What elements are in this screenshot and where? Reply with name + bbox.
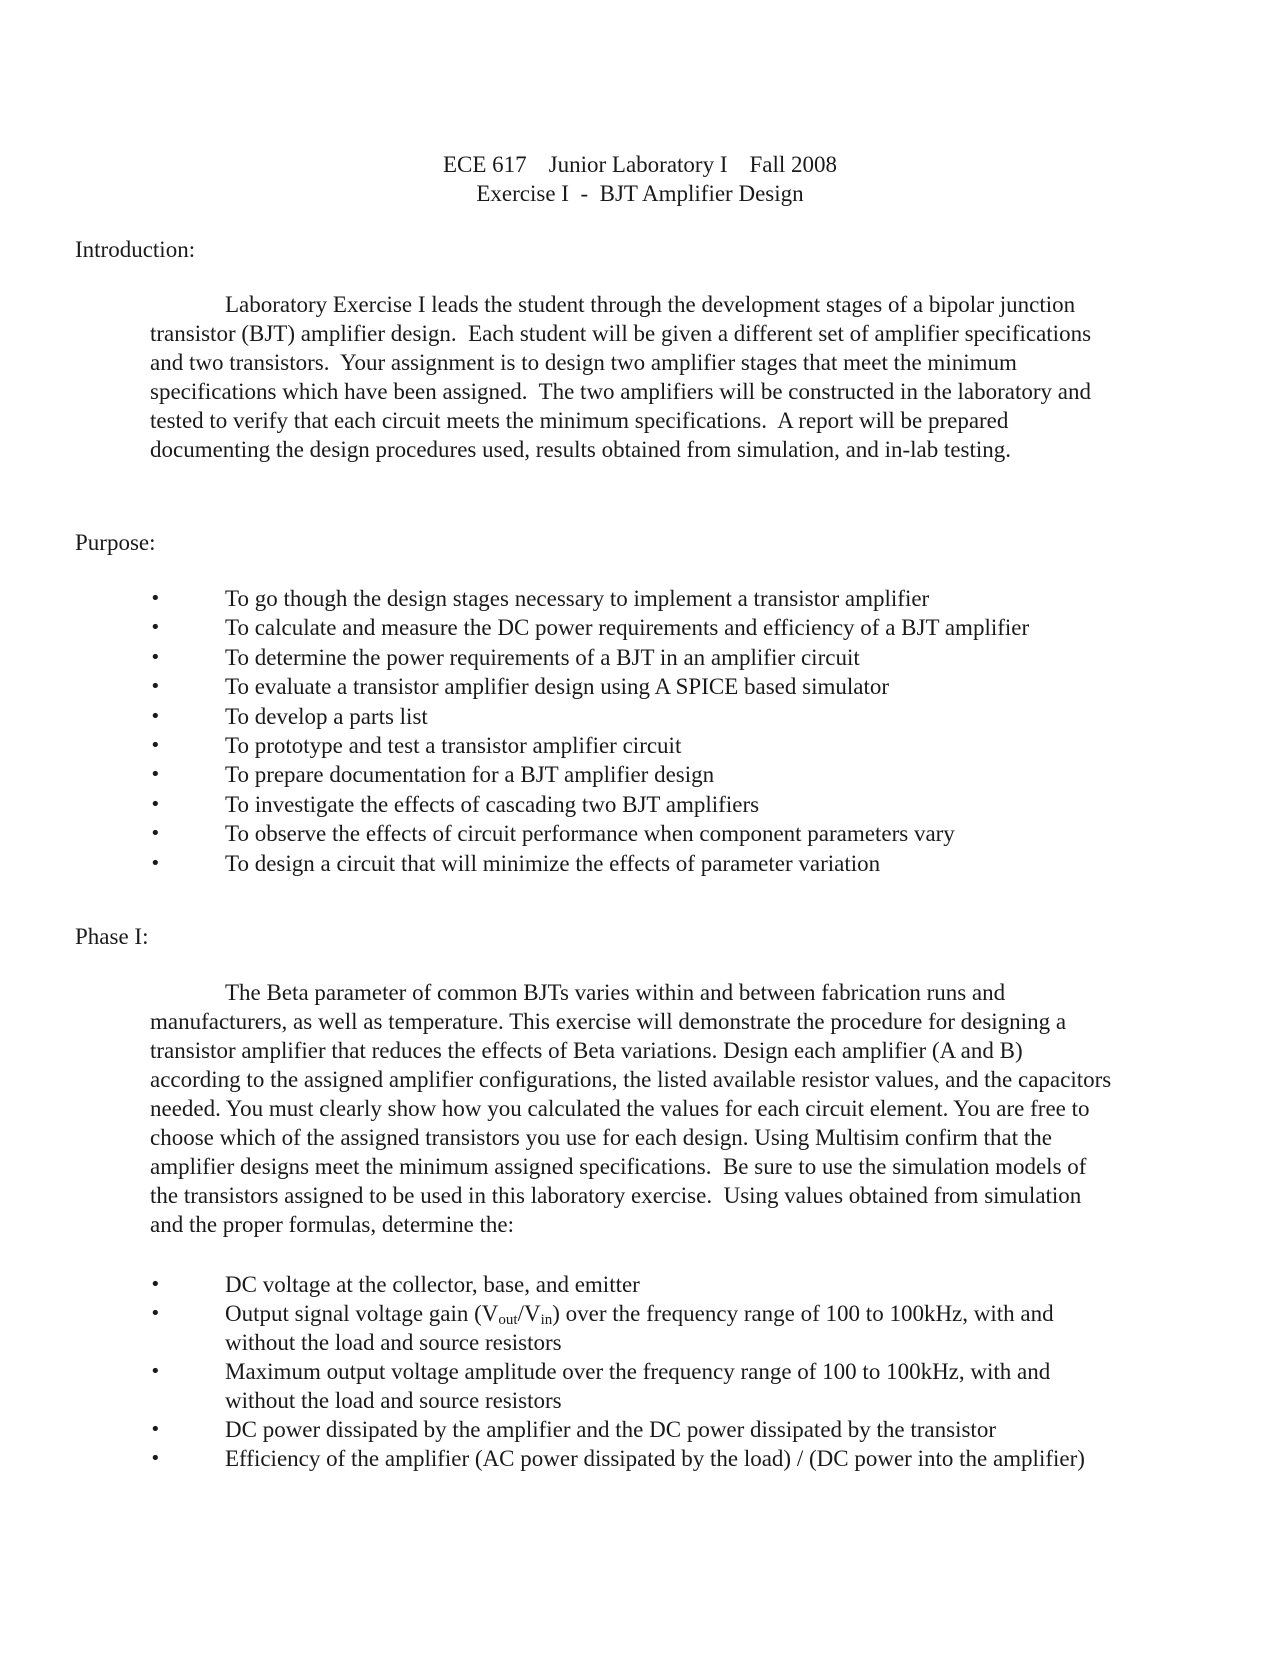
bullet-icon: • — [150, 1361, 161, 1382]
header-line-1 — [0, 150, 1280, 179]
paragraph-line: tested to verify that each circuit meets the minimum specifications. A report will be prepared — [150, 408, 1009, 433]
term: Fall 2008 — [749, 152, 838, 177]
list-item: • To prepare documentation for a BJT amplifier design — [150, 760, 1210, 789]
bullet-icon: • — [150, 1303, 161, 1324]
paragraph-line: transistor amplifier that reduces the effects of Beta variations. Design each amplifier (A and B) — [150, 1038, 1023, 1063]
phase1-paragraph — [150, 978, 1210, 1239]
list-item: • To go though the design stages necessary to implement a transistor amplifier — [150, 584, 1210, 613]
bullet-icon: • — [150, 646, 161, 668]
list-item: • To determine the power requirements of a BJT in an amplifier circuit — [150, 643, 1210, 672]
paragraph-line: transistor (BJT) amplifier design. Each student will be given a different set of amplifier specifications — [150, 321, 1092, 346]
list-item: • To prototype and test a transistor amplifier circuit — [150, 731, 1210, 760]
paragraph-line: The Beta parameter of common BJTs varies within and between fabrication runs and — [225, 980, 1006, 1005]
purpose-list — [150, 584, 1210, 878]
introduction-heading: Introduction: — [75, 237, 196, 262]
list-item: • To calculate and measure the DC power requirements and efficiency of a BJT amplifier — [150, 613, 1210, 642]
list-item: • Maximum output voltage amplitude over the frequency range of 100 to 100kHz, with and without the load and source resistors — [150, 1359, 1051, 1413]
bullet-icon: • — [150, 735, 161, 757]
bullet-icon: • — [150, 617, 161, 639]
paragraph-line: according to the assigned amplifier configurations, the listed available resistor values, and the capacitors — [150, 1067, 1112, 1092]
paragraph-line: Laboratory Exercise I leads the student through the development stages of a bipolar junction — [225, 292, 1076, 317]
list-item: • To develop a parts list — [150, 702, 1210, 731]
paragraph-line: specifications which have been assigned. The two amplifiers will be constructed in the laboratory and — [150, 379, 1092, 404]
course-code: ECE 617 — [442, 152, 527, 177]
paragraph-line: amplifier designs meet the minimum assigned specifications. Be sure to use the simulation models of — [150, 1154, 1087, 1179]
paragraph-line: needed. You must clearly show how you calculated the values for each circuit element. You are free to — [150, 1096, 1090, 1121]
phase1-heading: Phase I: — [75, 924, 149, 949]
bullet-icon: • — [150, 676, 161, 698]
introduction-paragraph — [150, 290, 1210, 464]
list-item: • DC power dissipated by the amplifier and the DC power dissipated by the transistor — [150, 1417, 996, 1442]
list-item: • Output signal voltage gain $(V_{out}/V_{in})$ over the frequency range of 100 to 100kHz, with and without the load and source resistors — [150, 1301, 1054, 1355]
lab-title: Junior Laboratory I — [548, 152, 728, 177]
list-item: • To design a circuit that will minimize the effects of parameter variation — [150, 849, 1210, 878]
list-item: • To observe the effects of circuit performance when component parameters vary — [150, 819, 1210, 848]
paragraph-line: manufacturers, as well as temperature. This exercise will demonstrate the procedure for designing a — [150, 1009, 1067, 1034]
exercise-title: Exercise I - BJT Amplifier Design — [476, 181, 804, 206]
bullet-icon: • — [150, 1274, 161, 1295]
list-item: • To evaluate a transistor amplifier design using A SPICE based simulator — [150, 672, 1210, 701]
document-header — [0, 150, 1280, 208]
phase1-list — [150, 1270, 1210, 1473]
list-item: • Efficiency of the amplifier (AC power dissipated by the load) / (DC power into the amplifier) — [150, 1446, 1085, 1471]
list-item: • To investigate the effects of cascading two BJT amplifiers — [150, 790, 1210, 819]
bullet-icon: • — [150, 793, 161, 815]
paragraph-line: documenting the design procedures used, results obtained from simulation, and in-lab testing. — [150, 437, 1012, 462]
bullet-icon: • — [150, 1448, 161, 1469]
paragraph-line: and two transistors. Your assignment is to design two amplifier stages that meet the minimum — [150, 350, 1017, 375]
bullet-icon: • — [150, 823, 161, 845]
bullet-icon: • — [150, 705, 161, 727]
bullet-icon: • — [150, 852, 161, 874]
paragraph-line: the transistors assigned to be used in this laboratory exercise. Using values obtained from simulation — [150, 1183, 1082, 1208]
paragraph-line: choose which of the assigned transistors you use for each design. Using Multisim confirm that the — [150, 1125, 1052, 1150]
purpose-heading: Purpose: — [75, 530, 156, 555]
bullet-icon: • — [150, 1419, 161, 1440]
bullet-icon: • — [150, 588, 161, 609]
list-item: • DC voltage at the collector, base, and emitter — [150, 1272, 640, 1297]
paragraph-line: and the proper formulas, determine the: — [150, 1212, 515, 1237]
bullet-icon: • — [150, 764, 161, 786]
